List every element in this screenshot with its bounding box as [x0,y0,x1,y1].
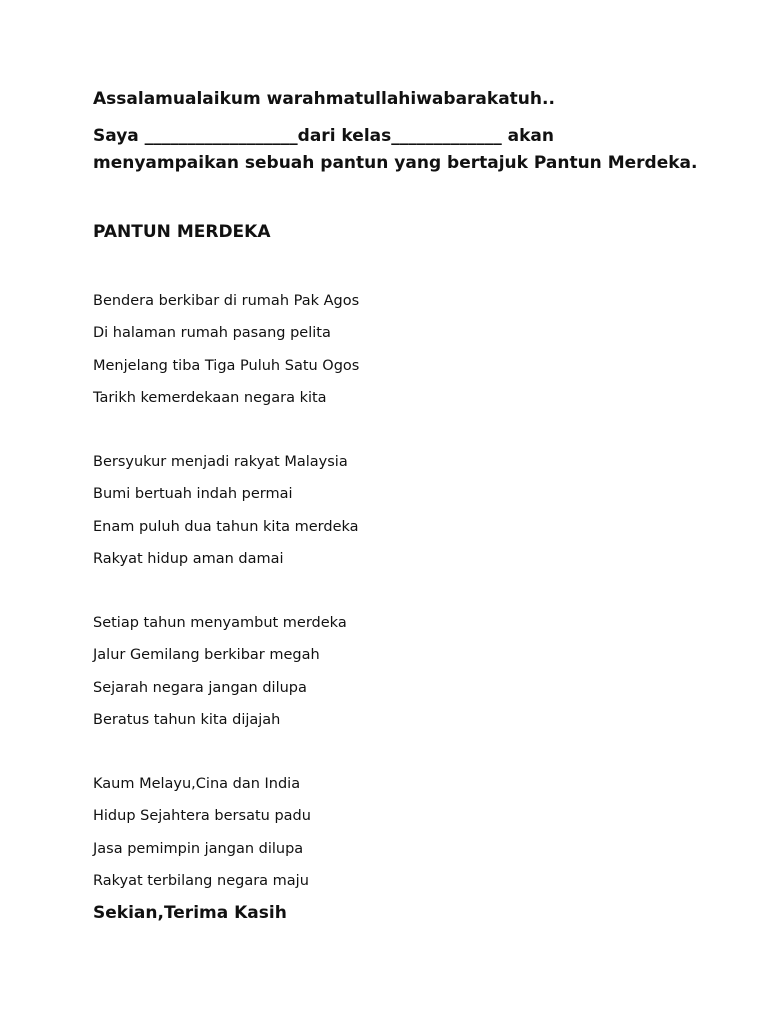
stanza-line: Bendera berkibar di rumah Pak Agos [93,293,360,309]
stanza-line: Bersyukur menjadi rakyat Malaysia [93,454,348,470]
stanza-line: Rakyat hidup aman damai [93,550,284,567]
stanza-3 [93,607,347,736]
closing-text: Sekian,Terima Kasih [93,903,287,923]
pantun-title: PANTUN MERDEKA [93,222,271,242]
stanza-line: Hidup Sejahtera bersatu padu [93,808,311,825]
stanza-line: Di halaman rumah pasang pelita [93,325,331,342]
greeting-text: Assalamualaikum warahmatullahiwabarakatuh.. [93,89,555,109]
stanza-line: Bumi bertuah indah permai [93,486,293,503]
intro-line-1: Saya __________________dari kelas_____________ akan [93,126,555,146]
stanza-line: Menjelang tiba Tiga Puluh Satu Ogos [93,357,360,374]
stanza-line: Setiap tahun menyambut merdeka [93,615,347,631]
stanza-line: Beratus tahun kita dijajah [93,711,281,728]
stanza-line: Kaum Melayu,Cina dan India [93,776,301,792]
stanza-line: Jasa pemimpin jangan dilupa [93,840,304,857]
stanza-4 [93,768,311,897]
stanza-line: Sejarah negara jangan dilupa [93,679,307,696]
stanza-line: Rakyat terbilang negara maju [93,872,309,889]
stanza-line: Enam puluh dua tahun kita merdeka [93,518,359,535]
intro-line-2: menyampaikan sebuah pantun yang bertajuk Pantun Merdeka. [93,153,698,173]
stanza-2 [93,446,359,575]
stanza-line: Tarikh kemerdekaan negara kita [93,389,327,406]
stanza-line: Jalur Gemilang berkibar megah [93,647,320,664]
stanza-1 [93,285,359,414]
